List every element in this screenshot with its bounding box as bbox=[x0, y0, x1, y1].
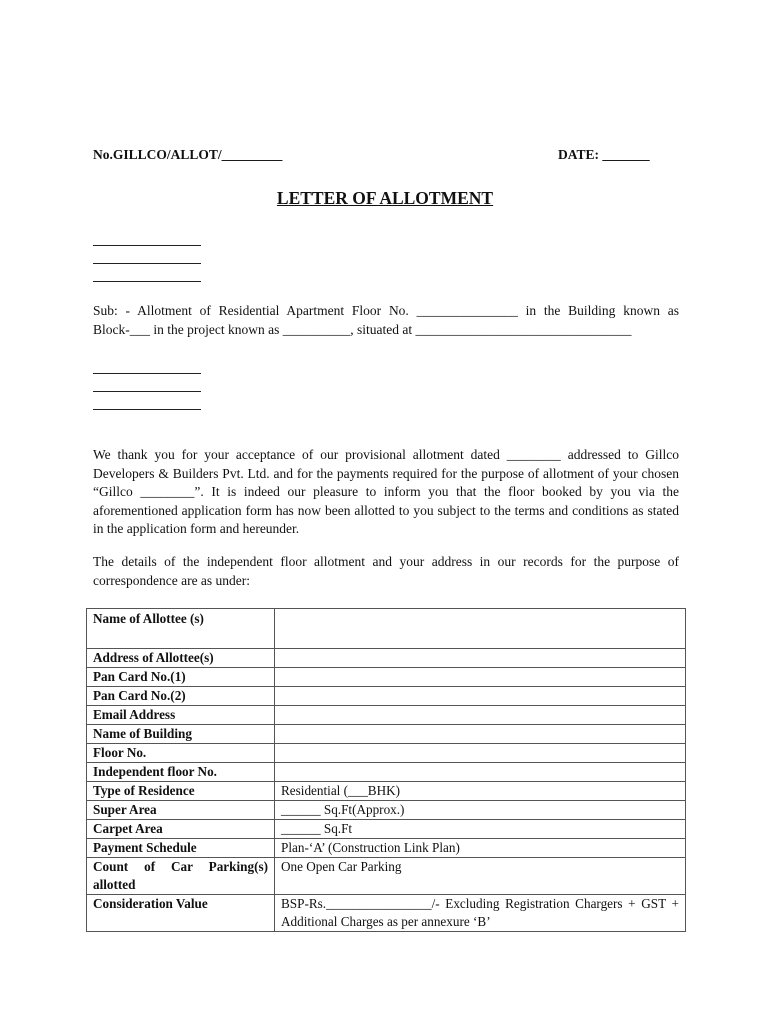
subject-line bbox=[93, 302, 679, 339]
body-paragraph-2: The details of the independent floor allotment and your address in our records for the purpose of correspondence are as under: bbox=[93, 554, 679, 588]
signatory-blank-line bbox=[93, 392, 201, 410]
row-label: Floor No. bbox=[87, 744, 275, 763]
table-row bbox=[87, 744, 686, 763]
row-value: ______ Sq.Ft bbox=[275, 820, 686, 839]
row-value: Residential (___BHK) bbox=[275, 782, 686, 801]
recipient-address-blanks bbox=[93, 228, 201, 282]
address-blank-line bbox=[93, 264, 201, 282]
row-label: Name of Building bbox=[87, 725, 275, 744]
table-row bbox=[87, 725, 686, 744]
row-label: Independent floor No. bbox=[87, 763, 275, 782]
table-row bbox=[87, 895, 686, 932]
address-blank-line bbox=[93, 228, 201, 246]
row-label: Type of Residence bbox=[87, 782, 275, 801]
date-field: DATE: _______ bbox=[558, 147, 650, 162]
document-title: LETTER OF ALLOTMENT bbox=[276, 188, 494, 208]
row-value bbox=[275, 744, 686, 763]
row-value: Plan-‘A’ (Construction Link Plan) bbox=[275, 839, 686, 858]
signatory-blank-line bbox=[93, 356, 201, 374]
address-blank-line bbox=[93, 246, 201, 264]
row-label: Count of Car Parking(s) allotted bbox=[87, 858, 275, 895]
row-value: ______ Sq.Ft(Approx.) bbox=[275, 801, 686, 820]
row-label: Consideration Value bbox=[87, 895, 275, 932]
signatory-blank-line bbox=[93, 374, 201, 392]
table-row bbox=[87, 649, 686, 668]
row-value bbox=[275, 706, 686, 725]
row-label: Super Area bbox=[87, 801, 275, 820]
table-row bbox=[87, 858, 686, 895]
row-value bbox=[275, 609, 686, 649]
body-paragraph-1: We thank you for your acceptance of our provisional allotment dated ________ addressed to Gillco Developers & Builders Pvt. Ltd. and for the payments required for the purpose of allotment of your chosen “Gillco ________”. It is indeed our pleasure to inform you that the floor booked by you via the aforementioned application form has now been allotted to you subject to the terms and conditions as stated in the application form and hereunder. bbox=[93, 447, 679, 537]
reference-number: No.GILLCO/ALLOT/_________ bbox=[93, 147, 283, 162]
allotment-details-table bbox=[86, 608, 686, 932]
table-row bbox=[87, 668, 686, 687]
row-value bbox=[275, 725, 686, 744]
table-row bbox=[87, 782, 686, 801]
row-label: Address of Allottee(s) bbox=[87, 649, 275, 668]
subject-line-2: Block-___ in the project known as __________, situated at ________________________________ bbox=[93, 321, 632, 337]
row-value bbox=[275, 649, 686, 668]
table-row bbox=[87, 609, 686, 649]
row-label: Name of Allottee (s) bbox=[87, 609, 275, 649]
table-row bbox=[87, 801, 686, 820]
row-value: BSP-Rs.________________/- Excluding Registration Chargers + GST + Additional Charges as per annexure ‘B’ bbox=[275, 895, 686, 932]
row-value bbox=[275, 763, 686, 782]
row-label: Pan Card No.(2) bbox=[87, 687, 275, 706]
table-row bbox=[87, 839, 686, 858]
signatory-blanks bbox=[93, 356, 201, 410]
table-row bbox=[87, 706, 686, 725]
subject-line-1: Sub: - Allotment of Residential Apartment Floor No. _______________ in the Building known as bbox=[93, 303, 679, 318]
row-value bbox=[275, 687, 686, 706]
table-row bbox=[87, 763, 686, 782]
row-label: Pan Card No.(1) bbox=[87, 668, 275, 687]
row-label: Carpet Area bbox=[87, 820, 275, 839]
table-row bbox=[87, 687, 686, 706]
row-value: One Open Car Parking bbox=[275, 858, 686, 895]
row-value bbox=[275, 668, 686, 687]
row-label: Payment Schedule bbox=[87, 839, 275, 858]
row-label: Email Address bbox=[87, 706, 275, 725]
table-row bbox=[87, 820, 686, 839]
